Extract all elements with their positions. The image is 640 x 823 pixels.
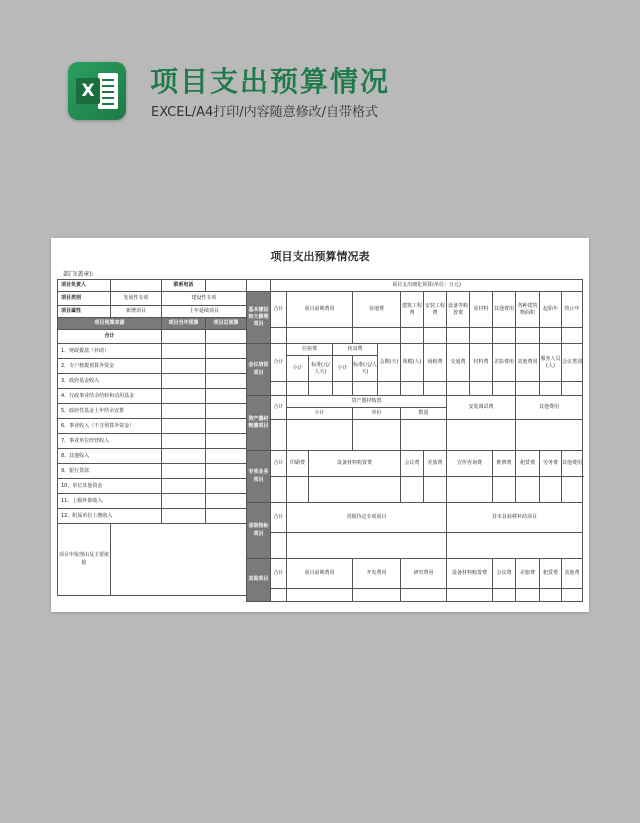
- col-header: 伙食费: [333, 344, 378, 356]
- left-info-table: [57, 279, 247, 596]
- col-header: 交通费: [447, 344, 470, 382]
- col-header: 开发费用: [353, 559, 401, 589]
- source-row: 12、附属单位上缴收入: [58, 509, 162, 524]
- col-header: 建筑工程费: [401, 292, 424, 328]
- col-header: 住宿费: [287, 344, 333, 356]
- col-header: 会议费: [401, 451, 424, 477]
- attribute-label: 项目属性: [58, 306, 111, 318]
- col-header: 会议费: [493, 559, 516, 589]
- col-header: 其他费用: [493, 292, 516, 328]
- total-cell: 合计: [271, 344, 287, 382]
- col-header: 材料费: [470, 344, 493, 382]
- source-row: 10、单位其他资金: [58, 479, 162, 494]
- total-cell: 合计: [271, 503, 287, 533]
- spreadsheet-preview: [51, 238, 589, 612]
- source-row: 4、行政事业结余结转和动用基金: [58, 389, 162, 404]
- col-header: 劳务费: [540, 451, 562, 477]
- col-header: 原材料: [470, 292, 493, 328]
- category-label: 项目类别: [58, 292, 111, 306]
- col-header: 其他费: [562, 559, 583, 589]
- source-row: 1、财政拨款（补助）: [58, 344, 162, 359]
- total-cell: 合计: [271, 292, 287, 328]
- source-row: 8、其他收入: [58, 449, 162, 464]
- col-header: 征地费: [353, 292, 401, 328]
- col-year: 项目当年预算: [162, 318, 206, 330]
- col-header: 省级待定专项项目: [287, 503, 447, 533]
- detail-header: 项目支出细化预算(单位：万元): [271, 280, 583, 292]
- col-header: 差旅费: [516, 559, 540, 589]
- sheet-title: 项目支出预算情况表: [270, 250, 370, 263]
- contact-label: 联系电话: [162, 280, 206, 292]
- attribute-new: 新增项目: [111, 306, 162, 318]
- col-header: 项目前期费用: [287, 292, 353, 328]
- section-other: 其他项目: [247, 559, 271, 602]
- col-header: 标准(元/人天): [353, 356, 378, 382]
- col-header: 单价: [353, 408, 401, 420]
- col-header: 安装调试费: [447, 396, 516, 420]
- col-header: 宣传咨询费: [447, 451, 493, 477]
- col-header: 设备等购置费: [447, 292, 470, 328]
- col-header: 会议类别: [562, 344, 583, 382]
- col-header: 租赁费: [516, 451, 540, 477]
- col-header: 差影费用: [493, 344, 516, 382]
- col-header: 印刷费: [287, 451, 309, 477]
- col-header: 安装工程费: [424, 292, 447, 328]
- col-header: 标准(元/人天): [309, 356, 333, 382]
- col-header: 设备材料购置费: [309, 451, 401, 477]
- col-header: 项目前期费用: [287, 559, 353, 589]
- total-cell: 合计: [271, 396, 287, 420]
- right-budget-table: [246, 279, 583, 602]
- excel-icon: X: [68, 62, 126, 120]
- section-provincial: 省级指标项目: [247, 503, 271, 559]
- col-header: 资产器材购置: [287, 396, 447, 408]
- page-header: [0, 0, 640, 150]
- col-header: 规模(人): [401, 344, 424, 382]
- col-header: 研究费用: [401, 559, 447, 589]
- col-header: 小计: [287, 408, 353, 420]
- source-row: 6、事业收入（不含预算外资金）: [58, 419, 162, 434]
- col-header: 小计: [287, 356, 309, 382]
- col-header: 设备材料购置费: [447, 559, 493, 589]
- source-row: 9、银行贷款: [58, 464, 162, 479]
- total-cell: 合计: [271, 451, 287, 477]
- section-special: 专项业务项目: [247, 451, 271, 503]
- col-header: 其他费用: [562, 451, 583, 477]
- col-header: 对市县转移补助项目: [447, 503, 583, 533]
- section-asset: 资产器材购置项目: [247, 396, 271, 451]
- source-row: 7、事业单位经营收入: [58, 434, 162, 449]
- col-header: 场租费: [424, 344, 447, 382]
- attribute-cont: 上年延续项目: [162, 306, 247, 318]
- category-dev: 发展性专项: [111, 292, 162, 306]
- col-header: 会期(天): [378, 344, 401, 382]
- col-total: 项目总预算: [206, 318, 247, 330]
- col-header: 数量: [401, 408, 447, 420]
- manager-label: 项目负责人: [58, 280, 111, 292]
- col-header: 其他费用: [516, 344, 540, 382]
- category-build: 建设性专项: [162, 292, 247, 306]
- section-meeting: 会议培训项目: [247, 344, 271, 396]
- col-header: 维修费: [493, 451, 516, 477]
- dept-label: 部门(盖章):: [63, 271, 94, 278]
- reason-label: 项目申报理由及主要依据: [58, 524, 111, 596]
- col-header: 差旅费: [424, 451, 447, 477]
- col-header: 终止年: [562, 292, 583, 328]
- source-row: 2、专户核拨预算外资金: [58, 359, 162, 374]
- col-source: 项目预算来源: [58, 318, 162, 330]
- page-title: 项目支出预算情况: [150, 65, 391, 98]
- col-header: 服务人员(人): [540, 344, 562, 382]
- source-row: 11、上级补助收入: [58, 494, 162, 509]
- source-row: 5、政府性基金上年结余安排: [58, 404, 162, 419]
- col-header: 各种建筑物面积: [516, 292, 540, 328]
- col-header: 小计: [333, 356, 353, 382]
- col-header: 租赁费: [540, 559, 562, 589]
- page-subtitle: EXCEL/A4打印/内容随意修改/自带格式: [151, 105, 379, 120]
- section-construction: 基本建设和大修理项目: [247, 292, 271, 344]
- total-row: 合计: [58, 330, 162, 344]
- total-cell: 合计: [271, 559, 287, 589]
- col-header: 起始年: [540, 292, 562, 328]
- col-header: 其他费用: [516, 396, 583, 420]
- source-row: 3、政府基金收入: [58, 374, 162, 389]
